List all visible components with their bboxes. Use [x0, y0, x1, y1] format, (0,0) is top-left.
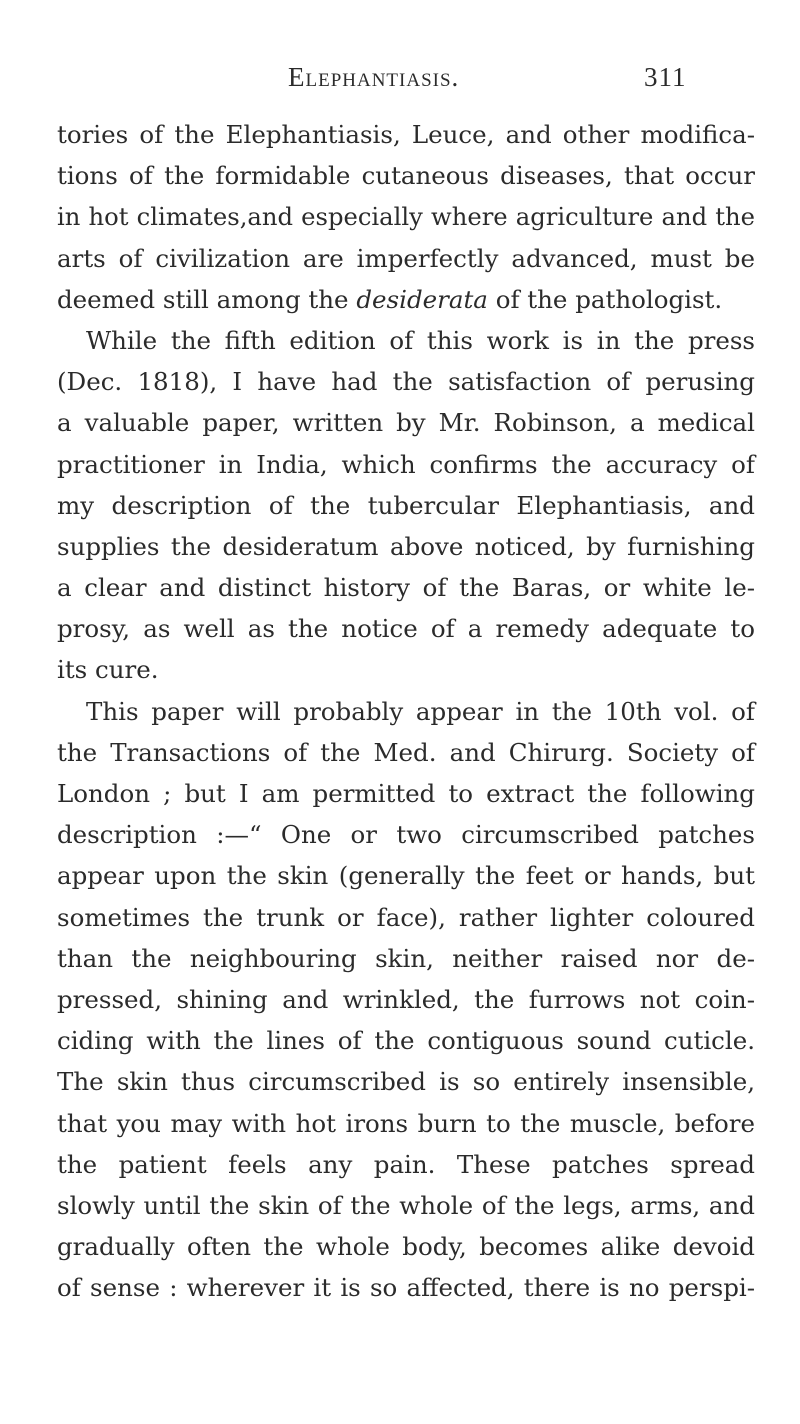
- text-line: While the fifth edition of this work is in the press: [86, 325, 755, 355]
- text-line: practitioner in India, which confirms the accuracy of: [57, 449, 755, 479]
- text-line: in hot climates,and especially where agriculture and the: [57, 202, 755, 232]
- text-line: tories of the Elephantiasis, Leuce, and other modifica-: [57, 120, 755, 149]
- text-line: tions of the formidable cutaneous diseases, that occur: [57, 161, 755, 191]
- italic-term: desiderata: [356, 284, 488, 314]
- text-line: arts of civilization are imperfectly advanced, must be: [57, 243, 755, 273]
- text-line: (Dec. 1818), I have had the satisfaction of perusing: [57, 367, 755, 397]
- text-line: pressed, shining and wrinkled, the furrows not coin-: [57, 984, 755, 1014]
- running-head: [288, 62, 688, 102]
- text-line: prosy, as well as the notice of a remedy adequate to: [57, 614, 755, 644]
- text-line: a valuable paper, written by Mr. Robinson, a medical: [57, 408, 755, 438]
- body-text: [57, 114, 755, 1308]
- text-line: a clear and distinct history of the Baras, or white le-: [57, 573, 755, 603]
- text-span: of the pathologist.: [487, 284, 723, 314]
- text-line: London ; but I am permitted to extract the following: [57, 779, 755, 808]
- text-line: of sense : wherever it is so affected, there is no perspi-: [57, 1273, 755, 1303]
- text-line: slowly until the skin of the whole of the legs, arms, and: [57, 1190, 755, 1220]
- text-line: The skin thus circumscribed is so entirely insensible,: [57, 1067, 755, 1097]
- text-line: appear upon the skin (generally the feet or hands, but: [57, 861, 755, 891]
- text-line: supplies the desideratum above noticed, by furnishing: [57, 531, 755, 561]
- text-line: my description of the tubercular Elephantiasis, and: [57, 490, 755, 520]
- text-span: deemed still among the: [57, 284, 357, 314]
- text-line: that you may with hot irons burn to the muscle, before: [57, 1108, 755, 1138]
- running-title: Elephantiasis.: [288, 62, 460, 92]
- text-line: than the neighbouring skin, neither raised nor de-: [57, 943, 755, 973]
- text-line: gradually often the whole body, becomes alike devoid: [57, 1232, 755, 1262]
- text-line: the Transactions of the Med. and Chirurg. Society of: [57, 737, 755, 767]
- text-line: the patient feels any pain. These patches spread: [57, 1149, 755, 1179]
- text-line: description :—“ One or two circumscribed patches: [57, 820, 755, 850]
- page-number: 311: [644, 62, 687, 92]
- text-line: sometimes the trunk or face), rather lighter coloured: [57, 902, 755, 932]
- text-line: [57, 279, 755, 320]
- text-line: ciding with the lines of the contiguous sound cuticle.: [57, 1026, 755, 1056]
- text-line: This paper will probably appear in the 10th vol. of: [86, 696, 755, 726]
- text-line: its cure.: [57, 655, 159, 685]
